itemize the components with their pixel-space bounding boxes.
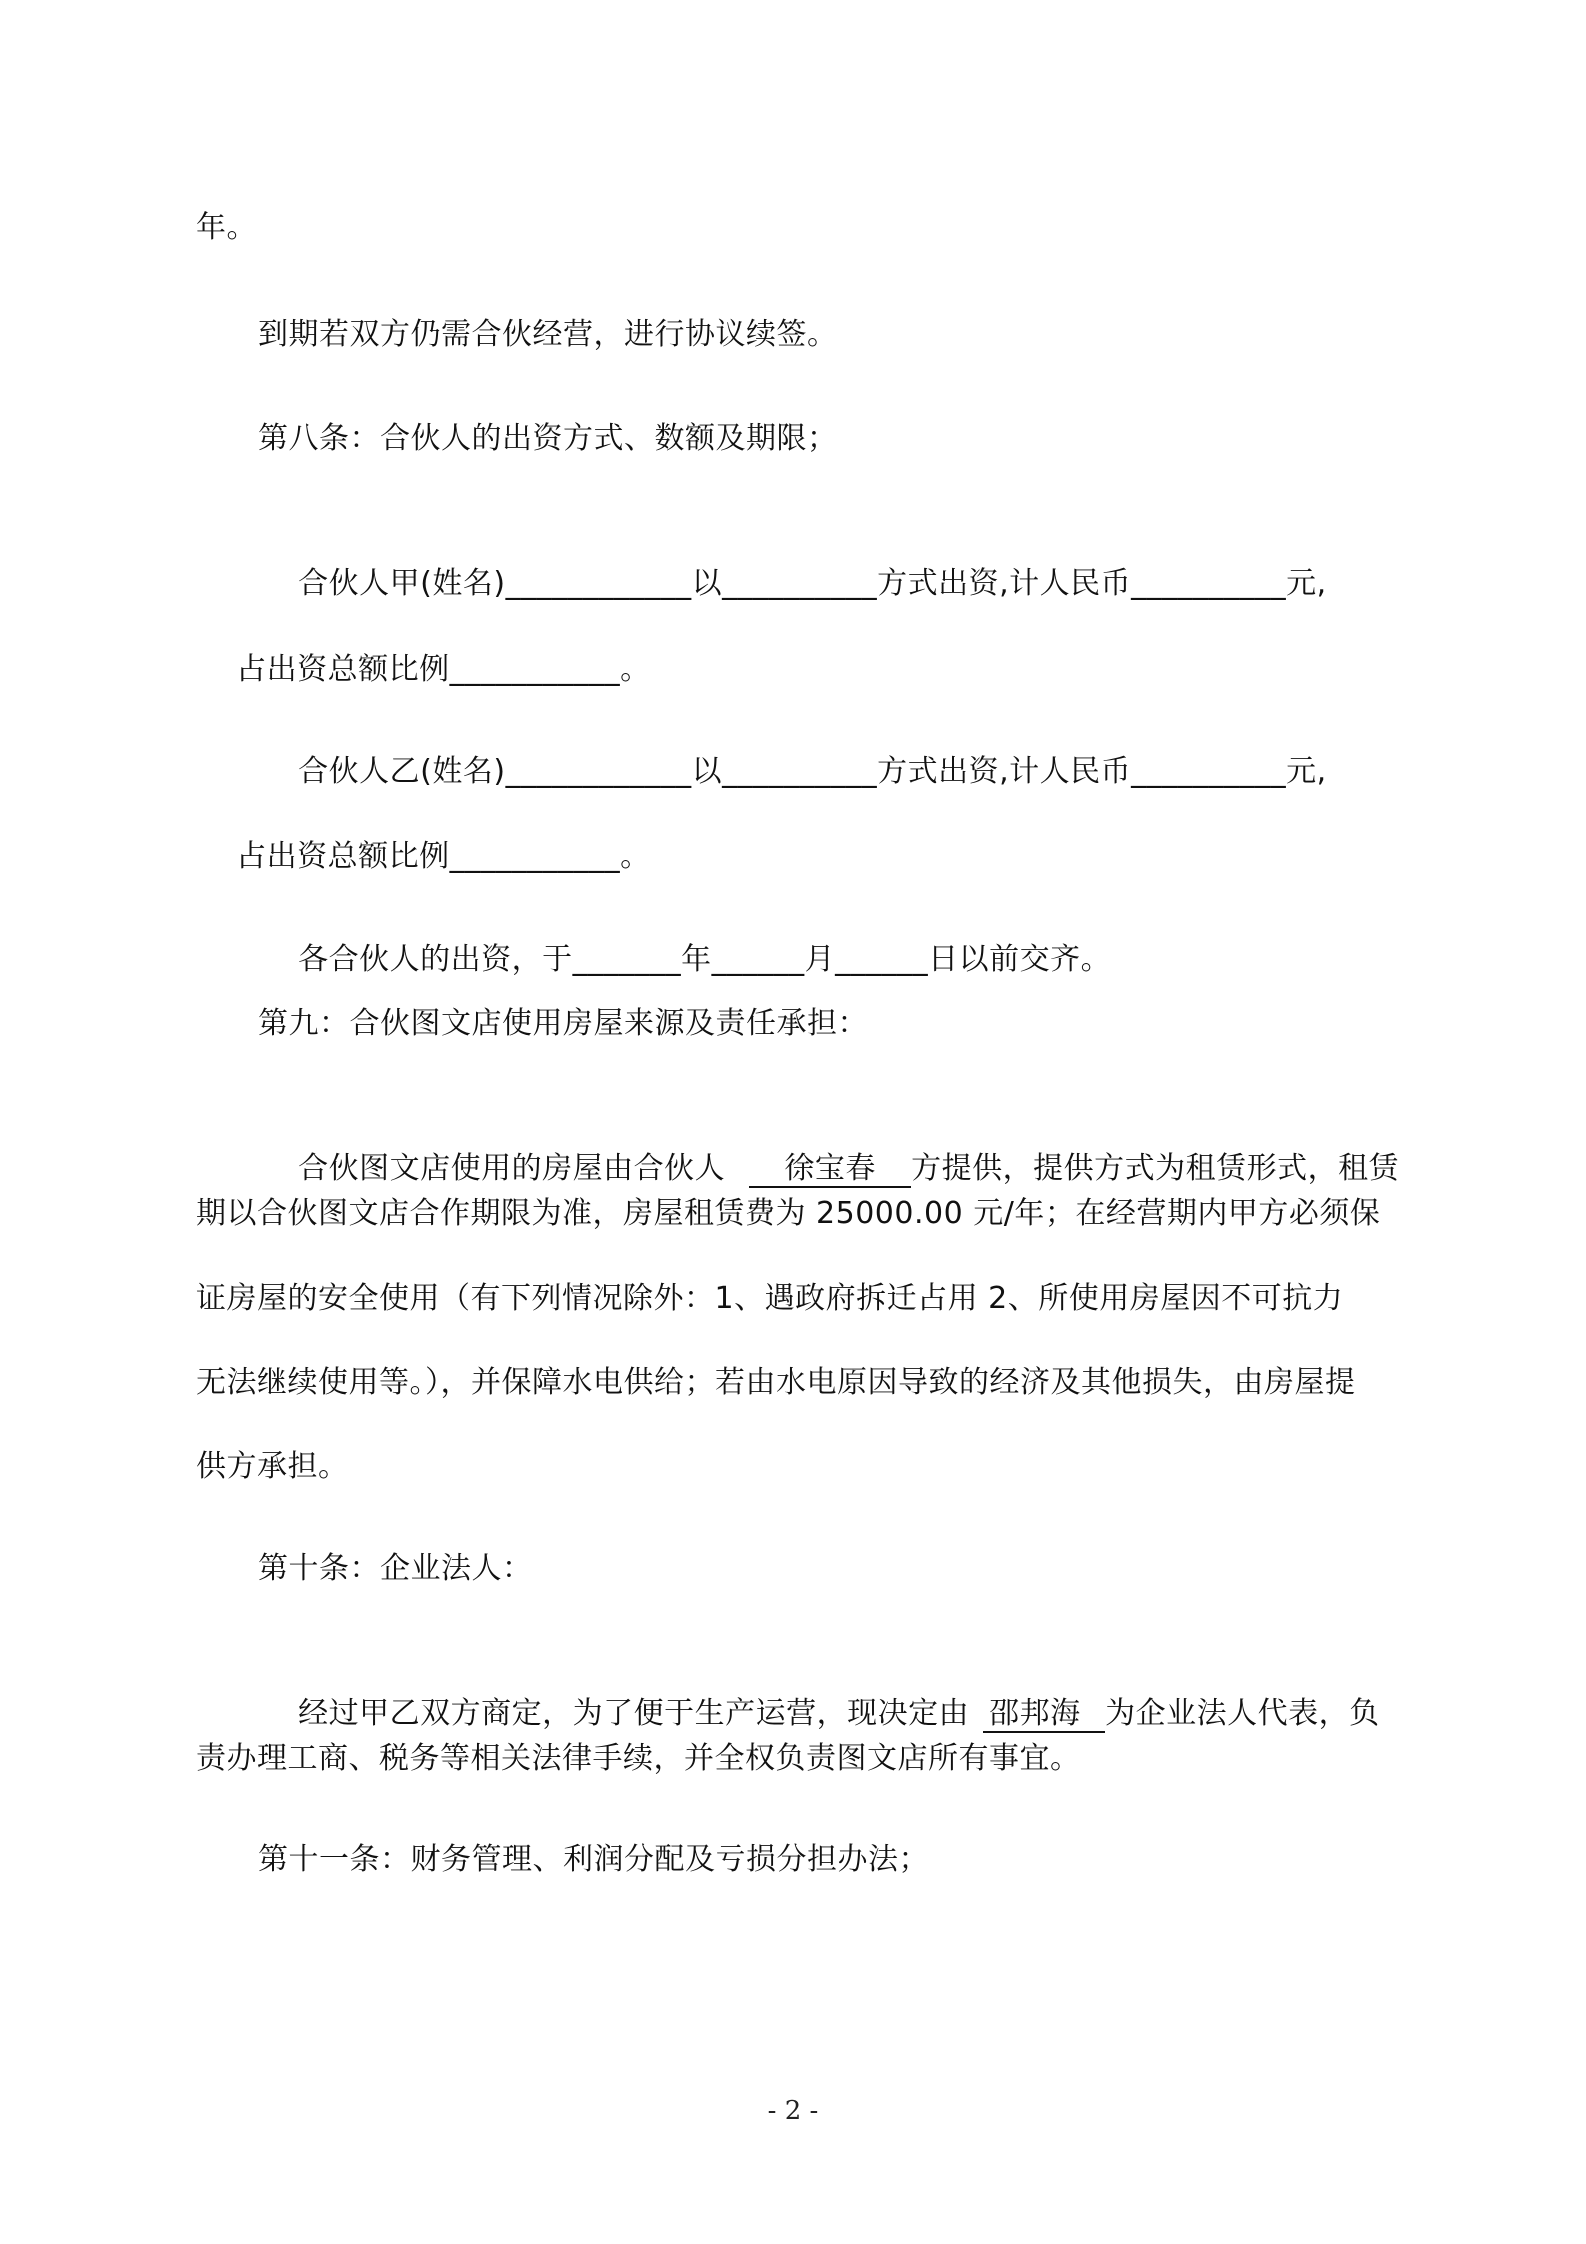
deadline-year: 年 xyxy=(681,942,712,977)
legal-rep-name: 邵邦海 xyxy=(983,1697,1105,1733)
paragraph-line: 责办理工商、税务等相关法律手续，并全权负责图文店所有事宜。 xyxy=(196,1741,1081,1776)
partner-a-name-blank: ____________ xyxy=(505,566,692,601)
article10-line1-prefix: 经过甲乙双方商定，为了便于生产运营，现决定由 xyxy=(298,1696,970,1731)
partner-b-ratio-line xyxy=(196,797,651,917)
provider-name: 徐宝春 xyxy=(749,1152,911,1188)
partner-b-ratio-blank: ___________ xyxy=(449,839,621,874)
paragraph-line: 无法继续使用等。），并保障水电供给；若由水电原因导致的经济及其他损失，由房屋提 xyxy=(196,1365,1356,1400)
deadline-day-blank: ______ xyxy=(835,942,929,977)
partner-b-label: 合伙人乙(姓名) xyxy=(298,754,506,789)
partner-a-unit: 元, xyxy=(1286,566,1327,601)
article9-line1-prefix: 合伙图文店使用的房屋由合伙人 xyxy=(298,1151,726,1186)
deadline-month-blank: ______ xyxy=(711,942,805,977)
paragraph-line: 证房屋的安全使用（有下列情况除外：1、遇政府拆迁占用 2、所使用房屋因不可抗力 xyxy=(196,1281,1344,1316)
deadline-month: 月 xyxy=(804,942,836,977)
partner-a-ratio-label: 占出资总额比例 xyxy=(236,652,450,687)
partner-a-label: 合伙人甲(姓名) xyxy=(298,566,506,601)
partner-b-ratio-label: 占出资总额比例 xyxy=(236,839,450,874)
partner-a-ratio-end: 。 xyxy=(620,652,651,687)
deadline-label: 各合伙人的出资，于 xyxy=(298,942,573,977)
partner-a-amount-label: 方式出资,计人民币 xyxy=(877,566,1132,601)
article9-line1-suffix: 方提供，提供方式为租赁形式，租赁 xyxy=(911,1151,1400,1186)
paragraph-line: 期以合伙图文店合作期限为准，房屋租赁费为 25000.00 元/年；在经营期内甲方必须保 xyxy=(196,1196,1381,1231)
article-heading: 第十条：企业法人： xyxy=(258,1551,533,1586)
partner-a-amount-blank: __________ xyxy=(1131,566,1287,601)
partner-a-method-blank: __________ xyxy=(722,566,878,601)
deadline-end: 日以前交齐。 xyxy=(928,942,1112,977)
paragraph-line: 供方承担。 xyxy=(196,1449,349,1484)
partner-b-name-blank: ____________ xyxy=(505,754,692,789)
paragraph-line: 年。 xyxy=(196,210,257,245)
deadline-line xyxy=(258,900,1111,1020)
partner-b-amount-label: 方式出资,计人民币 xyxy=(877,754,1132,789)
paragraph-line: 到期若双方仍需合伙经营，进行协议续签。 xyxy=(258,317,838,352)
article-heading: 第八条：合伙人的出资方式、数额及期限； xyxy=(258,421,838,456)
article-heading: 第十一条：财务管理、利润分配及亏损分担办法； xyxy=(258,1842,929,1877)
partner-b-unit: 元, xyxy=(1286,754,1327,789)
deadline-year-blank: _______ xyxy=(572,942,682,977)
partner-a-ratio-blank: ___________ xyxy=(449,652,621,687)
partner-b-amount-blank: __________ xyxy=(1131,754,1287,789)
article-heading: 第九：合伙图文店使用房屋来源及责任承担： xyxy=(258,1006,868,1041)
partner-a-with: 以 xyxy=(691,566,723,601)
page-number: - 2 - xyxy=(767,2096,819,2126)
partner-b-method-blank: __________ xyxy=(722,754,878,789)
article10-line1-suffix: 为企业法人代表，负 xyxy=(1105,1696,1380,1731)
partner-b-ratio-end: 。 xyxy=(620,839,651,874)
partner-b-with: 以 xyxy=(691,754,723,789)
